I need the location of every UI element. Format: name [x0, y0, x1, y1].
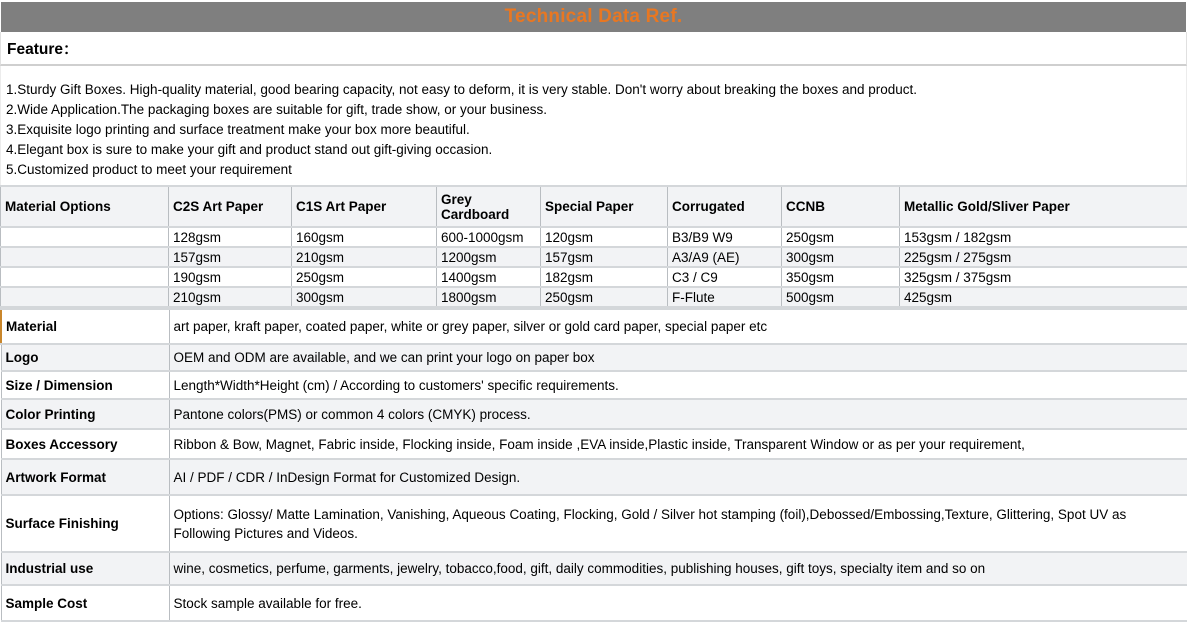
materials-cell: 225gsm / 275gsm — [900, 247, 1187, 267]
feature-list — [0, 66, 1187, 185]
title-bar — [1, 2, 1186, 32]
materials-cell: 250gsm — [782, 227, 900, 247]
materials-cell: 300gsm — [782, 247, 900, 267]
materials-row — [1, 247, 1187, 267]
detail-row — [1, 459, 1187, 495]
materials-cell: 190gsm — [169, 267, 292, 287]
materials-cell: 153gsm / 182gsm — [900, 227, 1187, 247]
technical-data-page — [0, 2, 1187, 622]
materials-column-header: C2S Art Paper — [169, 186, 292, 227]
detail-label: Artwork Format — [1, 459, 169, 495]
materials-cell: 350gsm — [782, 267, 900, 287]
details-body — [1, 309, 1187, 621]
materials-cell: C3 / C9 — [668, 267, 782, 287]
materials-cell — [1, 287, 169, 307]
feature-item: 1.Sturdy Gift Boxes. High-quality material, good bearing capacity, not easy to deform, it is very stable. Don't worry about breaking the boxes and product. — [6, 80, 1180, 100]
materials-column-header: Material Options — [1, 186, 169, 227]
detail-value: AI / PDF / CDR / InDesign Format for Customized Design. — [169, 459, 1187, 495]
materials-cell: 250gsm — [292, 267, 437, 287]
detail-label: Sample Cost — [1, 585, 169, 621]
materials-cell: 300gsm — [292, 287, 437, 307]
materials-cell — [1, 267, 169, 287]
materials-column-header: Special Paper — [541, 186, 668, 227]
materials-column-header: Grey Cardboard — [437, 186, 541, 227]
materials-cell: 157gsm — [541, 247, 668, 267]
materials-cell: A3/A9 (AE) — [668, 247, 782, 267]
materials-row — [1, 267, 1187, 287]
materials-cell — [1, 227, 169, 247]
detail-value: wine, cosmetics, perfume, garments, jewelry, tobacco,food, gift, daily commodities, publishing houses, gift toys, specialty item and so on — [169, 552, 1187, 585]
feature-item: 2.Wide Application.The packaging boxes are suitable for gift, trade show, or your business. — [6, 100, 1180, 120]
feature-item: 3.Exquisite logo printing and surface treatment make your box more beautiful. — [6, 120, 1180, 140]
materials-column-header: Metallic Gold/Sliver Paper — [900, 186, 1187, 227]
materials-row — [1, 287, 1187, 307]
detail-row — [1, 399, 1187, 429]
detail-row — [1, 585, 1187, 621]
materials-body — [1, 227, 1187, 307]
materials-row — [1, 227, 1187, 247]
materials-column-header: C1S Art Paper — [292, 186, 437, 227]
detail-label: Size / Dimension — [1, 371, 169, 399]
materials-column-header: CCNB — [782, 186, 900, 227]
detail-row — [1, 344, 1187, 371]
materials-cell: 1800gsm — [437, 287, 541, 307]
materials-cell: 210gsm — [292, 247, 437, 267]
materials-cell: 157gsm — [169, 247, 292, 267]
materials-cell: 600-1000gsm — [437, 227, 541, 247]
feature-item: 5.Customized product to meet your requirement — [6, 160, 1180, 180]
materials-cell: 128gsm — [169, 227, 292, 247]
materials-cell: 1200gsm — [437, 247, 541, 267]
materials-header-row — [1, 186, 1187, 227]
material-options-table — [0, 185, 1187, 308]
materials-cell: 120gsm — [541, 227, 668, 247]
materials-cell: 425gsm — [900, 287, 1187, 307]
spec-details-table — [0, 308, 1187, 622]
detail-value: Pantone colors(PMS) or common 4 colors (CMYK) process. — [169, 399, 1187, 429]
materials-column-header: Corrugated — [668, 186, 782, 227]
materials-cell: 210gsm — [169, 287, 292, 307]
detail-value: Options: Glossy/ Matte Lamination, Vanishing, Aqueous Coating, Flocking, Gold / Silver hot stamping (foil),Debossed/Embossing,Texture, Glittering, Spot UV as Following Pictures and Videos. — [169, 495, 1187, 552]
materials-cell: F-Flute — [668, 287, 782, 307]
detail-label: Material — [1, 309, 169, 344]
page-title: Technical Data Ref. — [505, 6, 683, 28]
materials-cell: 500gsm — [782, 287, 900, 307]
detail-label: Industrial use — [1, 552, 169, 585]
detail-value: Length*Width*Height (cm) / According to customers' specific requirements. — [169, 371, 1187, 399]
feature-item: 4.Elegant box is sure to make your gift and product stand out gift-giving occasion. — [6, 140, 1180, 160]
detail-row — [1, 429, 1187, 459]
detail-row — [1, 495, 1187, 552]
detail-value: OEM and ODM are available, and we can print your logo on paper box — [169, 344, 1187, 371]
detail-value: Stock sample available for free. — [169, 585, 1187, 621]
detail-label: Color Printing — [1, 399, 169, 429]
detail-row — [1, 371, 1187, 399]
materials-cell — [1, 247, 169, 267]
detail-label: Surface Finishing — [1, 495, 169, 552]
materials-cell: 325gsm / 375gsm — [900, 267, 1187, 287]
materials-cell: 1400gsm — [437, 267, 541, 287]
detail-row — [1, 309, 1187, 344]
feature-heading: Feature： — [7, 37, 79, 59]
detail-value: art paper, kraft paper, coated paper, white or grey paper, silver or gold card paper, special paper etc — [169, 309, 1187, 344]
detail-row — [1, 552, 1187, 585]
materials-cell: B3/B9 W9 — [668, 227, 782, 247]
materials-cell: 160gsm — [292, 227, 437, 247]
detail-label: Logo — [1, 344, 169, 371]
materials-cell: 250gsm — [541, 287, 668, 307]
materials-cell: 182gsm — [541, 267, 668, 287]
feature-heading-bar — [0, 32, 1187, 66]
detail-value: Ribbon & Bow, Magnet, Fabric inside, Flocking inside, Foam inside ,EVA inside,Plastic inside, Transparent Window or as per your requirement, — [169, 429, 1187, 459]
detail-label: Boxes Accessory — [1, 429, 169, 459]
